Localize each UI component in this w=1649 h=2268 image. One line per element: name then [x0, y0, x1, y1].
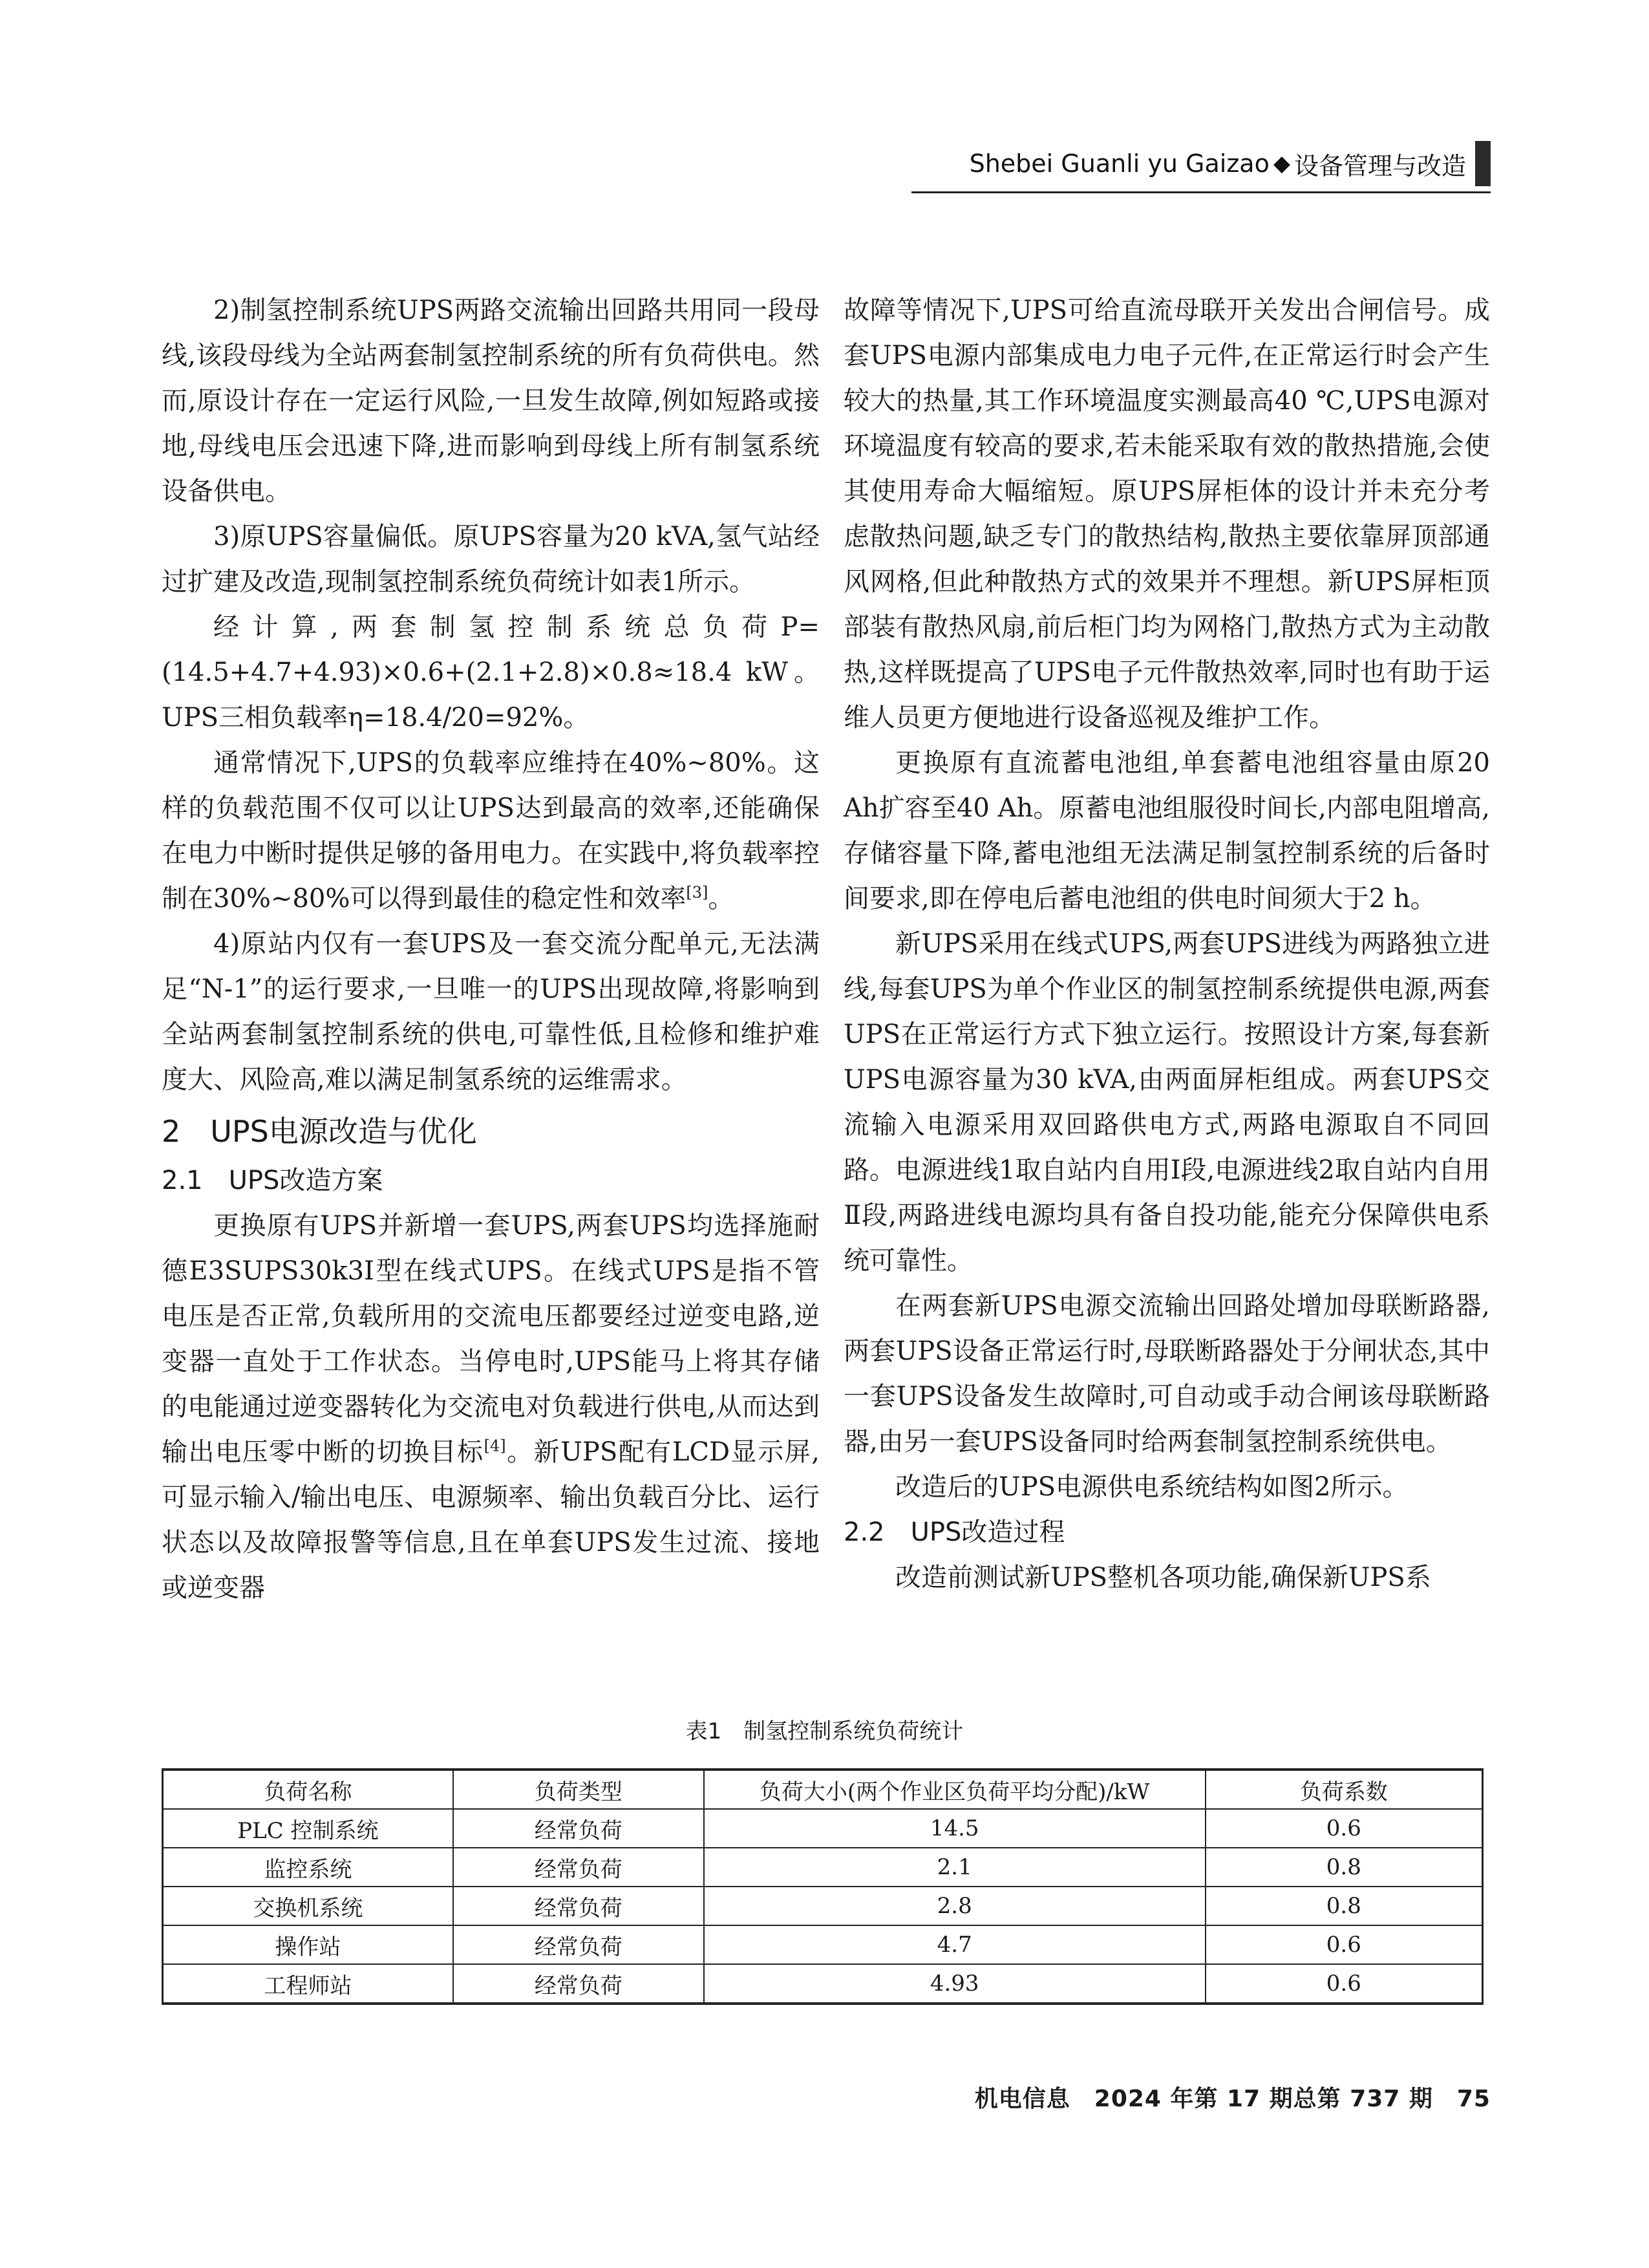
body-paragraph [162, 740, 820, 921]
body-paragraph [844, 1464, 1490, 1510]
body-paragraph [162, 288, 820, 514]
paragraph-text: 通常情况下,UPS的负载率应维持在40%~80%。这样的负载范围不仅可以让UPS达到最高的效率,还能确保在电力中断时提供足够的备用电力。在实践中,将负载率控制在30%~80%可以得到最佳的稳定性和效率 [162, 748, 820, 914]
left-column [162, 288, 820, 1610]
body-paragraph [162, 1203, 820, 1610]
paragraph-text: 2)制氢控制系统UPS两路交流输出回路共用同一段母线,该段母线为全站两套制氢控制系统的所有负荷供电。然而,原设计存在一定运行风险,一旦发生故障,例如短路或接地,母线电压会迅速下降,进而影响到母线上所有制氢系统设备供电。 [162, 295, 820, 506]
page-footer: 机电信息 2024 年第 17 期总第 737 期 75 [974, 2086, 1491, 2112]
table-header-cell: 负荷类型 [453, 1770, 704, 1809]
table-row [163, 1848, 1483, 1887]
body-paragraph [844, 921, 1490, 1283]
table-cell: 经常负荷 [453, 1964, 704, 2004]
diamond-icon: ◆ [1273, 151, 1290, 177]
table-cell: 4.7 [704, 1925, 1206, 1964]
paragraph-text: 经计算,两套制氢控制系统总负荷P=(14.5+4.7+4.93)×0.6+(2.1+2.8)×0.8≈18.4 kW。UPS三相负载率η=18.4/20=92%。 [162, 612, 820, 733]
table-cell: 操作站 [163, 1925, 453, 1964]
body-paragraph [844, 740, 1490, 921]
table-cell: 0.8 [1206, 1848, 1483, 1887]
header-section-title: 设备管理与改造 [1293, 151, 1466, 180]
header-rule [911, 191, 1491, 193]
paragraph-text: 2.2 UPS改造过程 [844, 1517, 1065, 1547]
table-header-cell: 负荷大小(两个作业区负荷平均分配)/kW [704, 1770, 1206, 1809]
header-bar [1475, 141, 1491, 186]
body-paragraph [844, 1283, 1490, 1464]
paragraph-text: 改造后的UPS电源供电系统结构如图2所示。 [895, 1472, 1409, 1502]
body-paragraph [162, 604, 820, 740]
paragraph-text: 在两套新UPS电源交流输出回路处增加母联断路器,两套UPS设备正常运行时,母联断路器处于分闸状态,其中一套UPS设备发生故障时,可自动或手动合闸该母联断路器,由另一套UPS设备同时给两套制氢控制系统供电。 [844, 1291, 1490, 1457]
citation-ref: [3] [686, 883, 708, 902]
subsection-heading [162, 1158, 820, 1203]
table-cell: 0.6 [1206, 1809, 1483, 1848]
paragraph-tail: 。新UPS配有LCD显示屏,可显示输入/输出电压、电源频率、输出负载百分比、运行状态以及故障报警等信息,且在单套UPS发生过流、接地或逆变器 [162, 1437, 820, 1603]
paragraph-text: 更换原有直流蓄电池组,单套蓄电池组容量由原20 Ah扩容至40 Ah。原蓄电池组服役时间长,内部电阻增高,存储容量下降,蓄电池组无法满足制氢控制系统的后备时间要求,即在停电后蓄电池组的供电时间须大于2 h。 [844, 748, 1490, 914]
table-cell: 2.1 [704, 1848, 1206, 1887]
paragraph-text: 更换原有UPS并新增一套UPS,两套UPS均选择施耐德E3SUPS30k3I型在线式UPS。在线式UPS是指不管电压是否正常,负载所用的交流电压都要经过逆变电路,逆变器一直处于工作状态。当停电时,UPS能马上将其存储的电能通过逆变器转化为交流电对负载进行供电,从而达到输出电压零中断的切换目标 [162, 1211, 820, 1467]
table-header-cell: 负荷名称 [163, 1770, 453, 1809]
table-row [163, 1925, 1483, 1964]
table-cell: 14.5 [704, 1809, 1206, 1848]
subsection-heading [844, 1510, 1490, 1555]
table-cell: 经常负荷 [453, 1925, 704, 1964]
section-heading [162, 1109, 820, 1154]
paragraph-text: 4)原站内仅有一套UPS及一套交流分配单元,无法满足“N-1”的运行要求,一旦唯一的UPS出现故障,将影响到全站两套制氢控制系统的供电,可靠性低,且检修和维护难度大、风险高,难以满足制氢系统的运维需求。 [162, 929, 820, 1095]
table-cell: 4.93 [704, 1964, 1206, 2004]
table-body [163, 1809, 1483, 2004]
table-cell: 交换机系统 [163, 1887, 453, 1925]
table-cell: 工程师站 [163, 1964, 453, 2004]
paragraph-text: 3)原UPS容量偏低。原UPS容量为20 kVA,氢气站经过扩建及改造,现制氢控制系统负荷统计如表1所示。 [162, 522, 820, 597]
paragraph-text: 2.1 UPS改造方案 [162, 1166, 383, 1195]
table-cell: 0.6 [1206, 1925, 1483, 1964]
table-header-cell: 负荷系数 [1206, 1770, 1483, 1809]
table-row [163, 1809, 1483, 1848]
table-cell: 经常负荷 [453, 1887, 704, 1925]
load-table [162, 1768, 1484, 2005]
table-caption: 表1 制氢控制系统负荷统计 [685, 1718, 964, 1744]
table-cell: 监控系统 [163, 1848, 453, 1887]
table-cell: PLC 控制系统 [163, 1809, 453, 1848]
body-paragraph [162, 514, 820, 604]
table-cell: 0.6 [1206, 1964, 1483, 2004]
table-row [163, 1964, 1483, 2004]
citation-ref: [4] [484, 1437, 506, 1455]
paragraph-text: 改造前测试新UPS整机各项功能,确保新UPS系 [895, 1563, 1431, 1592]
table-cell: 0.8 [1206, 1887, 1483, 1925]
body-paragraph [844, 288, 1490, 740]
table-cell: 2.8 [704, 1887, 1206, 1925]
paragraph-text: 故障等情况下,UPS可给直流母联开关发出合闸信号。成套UPS电源内部集成电力电子元件,在正常运行时会产生较大的热量,其工作环境温度实测最高40 ℃,UPS电源对环境温度有较高的要求,若未能采取有效的散热措施,会使其使用寿命大幅缩短。原UPS屏柜体的设计并未充分考虑散热问题,缺乏专门的散热结构,散热主要依靠屏顶部通风网格,但此种散热方式的效果并不理想。新UPS屏柜顶部装有散热风扇,前后柜门均为网格门,散热方式为主动散热,这样既提高了UPS电子元件散热效率,同时也有助于运维人员更方便地进行设备巡视及维护工作。 [844, 295, 1490, 733]
table-cell: 经常负荷 [453, 1809, 704, 1848]
right-column [844, 288, 1490, 1600]
paragraph-tail: 。 [708, 884, 734, 914]
header-pinyin: Shebei Guanli yu Gaizao [969, 149, 1270, 178]
running-header [970, 141, 1491, 186]
table-header-row [163, 1770, 1483, 1809]
table-row [163, 1887, 1483, 1925]
body-paragraph [844, 1555, 1490, 1600]
paragraph-text: 2 UPS电源改造与优化 [162, 1114, 477, 1149]
body-paragraph [162, 921, 820, 1102]
table-cell: 经常负荷 [453, 1848, 704, 1887]
paragraph-text: 新UPS采用在线式UPS,两套UPS进线为两路独立进线,每套UPS为单个作业区的制氢控制系统提供电源,两套UPS在正常运行方式下独立运行。按照设计方案,每套新UPS电源容量为30 kVA,由两面屏柜组成。两套UPS交流输入电源采用双回路供电方式,两路电源取自不同回路。电源进线1取自站内自用Ⅰ段,电源进线2取自站内自用Ⅱ段,两路进线电源均具有备自投功能,能充分保障供电系统可靠性。 [844, 929, 1490, 1276]
